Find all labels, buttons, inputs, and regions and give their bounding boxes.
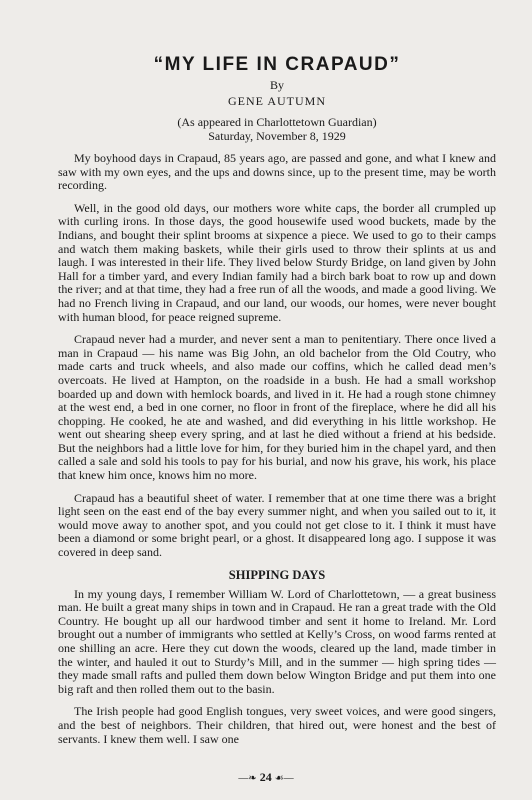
publication-date: Saturday, November 8, 1929	[208, 129, 346, 143]
article-title: “MY LIFE IN CRAPAUD”	[153, 54, 401, 75]
ornament-right-icon: ☙—	[274, 773, 294, 784]
page-number	[0, 770, 532, 785]
paragraph: Well, in the good old days, our mothers wore white caps, the border all crumpled up with curling irons. In those days, the good housewife used wood buckets, made by the Indians, and bought their splint brooms at sixpence a piece. We used to go to their camps and watch them making baskets, while their girls used to throw their splints at us and laugh. I was interested in their life. They lived below Sturdy Bridge, on land given by John Hall for a timber yard, and every Indian family had a birch bark boat to row up and down the river; and at that time, they had a free run of all the woods, and made a good living. We had no French living in Crapaud, and our land, our woods, our homes, were never bought with human blood, for peace reigned supreme.	[58, 200, 496, 324]
paragraph: My boyhood days in Crapaud, 85 years ago, are passed and gone, and what I knew and saw with my own eyes, and the ups and downs since, up to the present time, may be worth recording.	[58, 151, 496, 193]
paragraph: The Irish people had good English tongues, very sweet voices, and were good singers, and the best of neighbors. Their children, that hired out, were honest and the best of servants. I knew them well. I saw one	[58, 704, 496, 746]
author-name: GENE AUTUMN	[228, 94, 326, 108]
paragraph: In my young days, I remember William W. Lord of Charlottetown, — a great business man. He built a great many ships in town and in Crapaud. He ran a great trade with the Old Country. He bought up all our hardwood timber and sent it home to Ireland. Mr. Lord brought out a number of immigrants who settled at Kelly’s Cross, on wood farms rented at one shilling an acre. Here they cut down the woods, cleared up the land, made timber in the winter, and hauled it out to Sturdy’s Mill, and in the summer — high spring tides — they made small rafts and pulled them down below Wington Bridge and put them into one big raft and then rolled them out to the basin.	[58, 586, 496, 696]
page-number-value: 24	[259, 770, 272, 784]
source-note: (As appeared in Charlottetown Guardian)	[177, 115, 377, 129]
paragraph: Crapaud never had a murder, and never sent a man to penitentiary. There once lived a man in Crapaud — his name was Big John, an old bachelor from the Old Coutry, who made carts and truck wheels, and also made our coffins, which he called dead men’s overcoats. He lived at Hampton, on the roadside in a bush. He had a small workshop boarded up and down with hemlock boards, and lived in it. He had a rough stone chimney at the west end, a bed in one corner, no floor in front of the fireplace, where he did all his chopping. He cooked, he ate and washed, and did everything in his little workshop. He went out shearing sheep every spring, and at last he died without a friend at his bedside. But the neighbors had a little love for him, for they buried him in the chapel yard, and then called a sale and sold his tools to pay for his burial, and now his grave, his work, his place that knew him once, knows him no more.	[58, 332, 496, 483]
byline-by: By	[269, 78, 284, 92]
paragraph: Crapaud has a beautiful sheet of water. I remember that at one time there was a bright light seen on the east end of the bay every summer night, and when you sailed out to it, it would move away to another spot, and you could not get close to it. I think it must have been a diamond or some bright pearl, or a ghost. It disappeared long ago. I suppose it was covered in deep sand.	[58, 490, 496, 560]
section-heading: SHIPPING DAYS	[228, 567, 326, 582]
ornament-left-icon: —❧	[238, 773, 257, 784]
